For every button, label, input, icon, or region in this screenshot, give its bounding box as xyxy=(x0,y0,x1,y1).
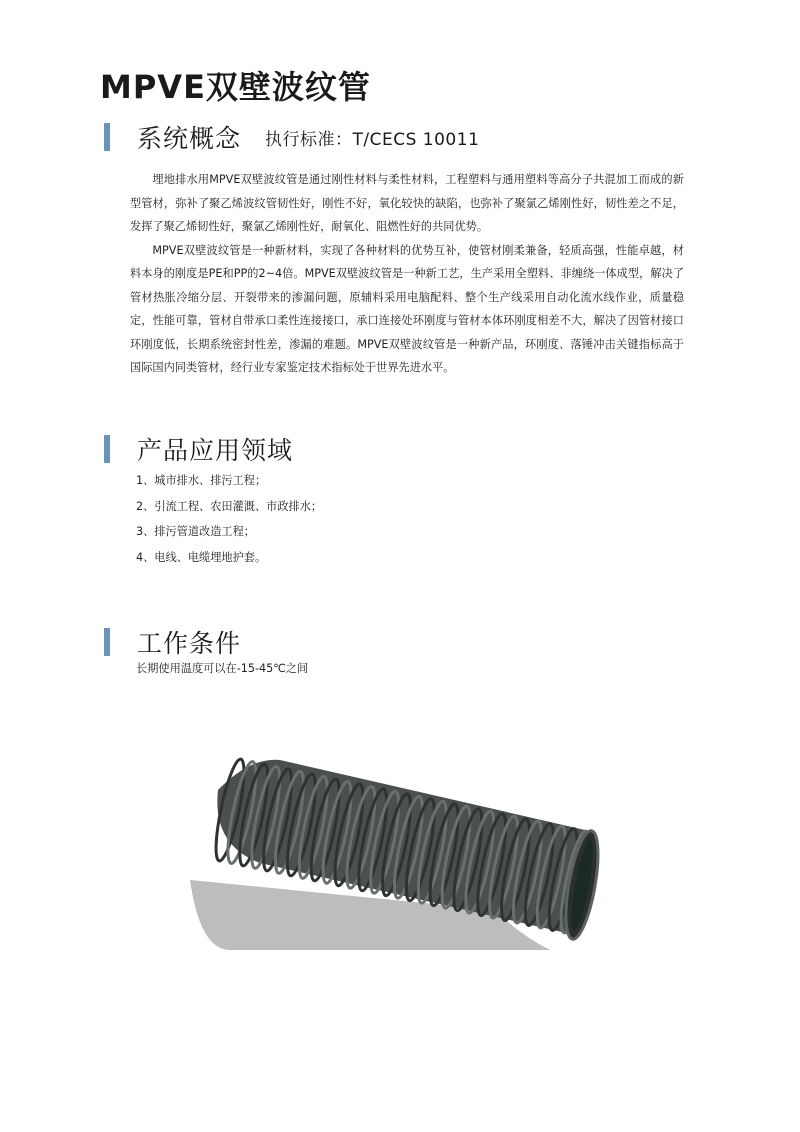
page-title: MPVE双壁波纹管 xyxy=(100,68,371,106)
standard-label: 执行标准：T/CECS 10011 xyxy=(265,129,480,150)
concept-body xyxy=(130,168,684,380)
conditions-text: 长期使用温度可以在-15-45℃之间 xyxy=(136,662,309,675)
applications-list xyxy=(136,468,322,570)
list-item: 3、排污管道改造工程； xyxy=(136,525,255,538)
section-title-concept: 系统概念 xyxy=(137,124,242,153)
corrugated-pipe-image xyxy=(190,735,610,985)
section-accent-bar xyxy=(104,123,110,151)
section-header-concept xyxy=(104,121,479,153)
section-accent-bar xyxy=(104,435,110,463)
list-item: 4、电线、电缆埋地护套。 xyxy=(136,550,267,564)
section-title-conditions: 工作条件 xyxy=(137,629,242,658)
list-item: 1、城市排水、排污工程； xyxy=(136,474,267,487)
section-header-conditions xyxy=(104,626,241,658)
concept-paragraph-1: 埋地排水用MPVE双壁波纹管是通过刚性材料与柔性材料，工程塑料与通用塑料等高分子共混加工而成的新型管材，弥补了聚乙烯波纹管韧性好，刚性不好，氧化较快的缺陷，也弥补了聚氯乙烯刚性好，韧性差之不足，发挥了聚乙烯韧性好，聚氯乙烯刚性好，耐氧化、阻燃性好的共同优势。 xyxy=(130,173,684,233)
list-item: 2、引流工程、农田灌溉、市政排水； xyxy=(136,499,323,513)
section-title-applications: 产品应用领域 xyxy=(137,436,294,465)
section-header-applications xyxy=(104,433,293,465)
section-accent-bar xyxy=(104,628,110,656)
concept-paragraph-2: MPVE双壁波纹管是一种新材料，实现了各种材料的优势互补，使管材刚柔兼备，轻质高强，性能卓越，材料本身的刚度是PE和PP的2~4倍。MPVE双壁波纹管是一种新工艺，生产采用全塑料、非缠绕一体成型，解决了管材热胀冷缩分层、开裂带来的渗漏问题，原辅料采用电脑配料、整个生产线采用自动化流水线作业，质量稳定，性能可靠，管材自带承口柔性连接接口，承口连接处环刚度与管材本体环刚度相差不大，解决了因管材接口环刚度低，长期系统密封性差，渗漏的难题。MPVE双壁波纹管是一种新产品，环刚度、落锤冲击关键指标高于国际国内同类管材，经行业专家鉴定技术指标处于世界先进水平。 xyxy=(130,243,684,374)
